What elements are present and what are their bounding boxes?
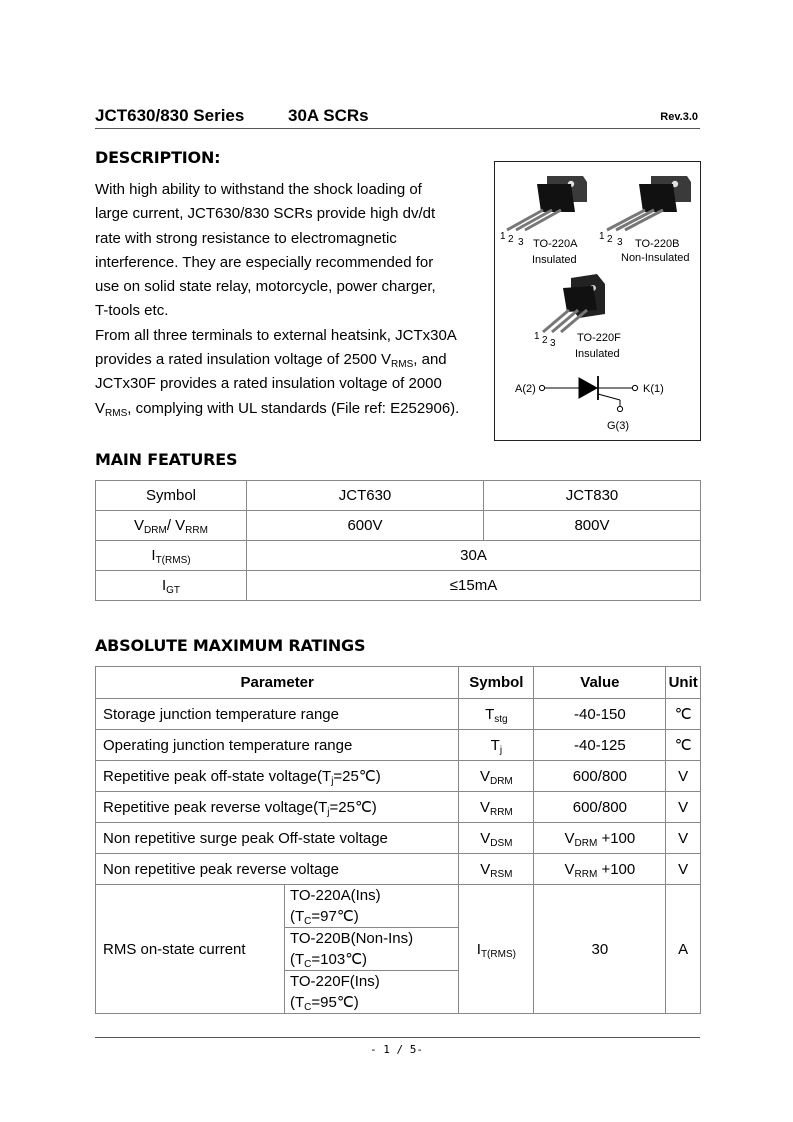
unit-cell: A bbox=[666, 885, 701, 1014]
cathode-label: K(1) bbox=[643, 383, 664, 395]
desc-line: rate with strong resistance to electromagnetic bbox=[95, 229, 397, 247]
desc-line: JCTx30F provides a rated insulation voltage of 2000 bbox=[95, 375, 442, 393]
symbol-cell: $V_{DRM}$ bbox=[459, 761, 534, 792]
desc-line: provides a rated insulation voltage of 2500 $V_{RMS}$, and bbox=[95, 351, 447, 371]
desc-line: From all three terminals to external heatsink, JCTx30A bbox=[95, 326, 457, 344]
table-row bbox=[96, 541, 701, 571]
symbol-cell: $I_{GT}$ bbox=[96, 571, 247, 601]
table-header-cell: Symbol bbox=[96, 481, 247, 511]
table-row bbox=[96, 511, 701, 541]
ratings-heading: ABSOLUTE MAXIMUM RATINGS bbox=[95, 636, 366, 655]
table-header-cell: Unit bbox=[666, 667, 701, 699]
page-number: - 1 / 5- bbox=[370, 1043, 423, 1056]
page-header bbox=[95, 104, 700, 129]
value-cell: 600/800 bbox=[534, 792, 666, 823]
table-row bbox=[96, 667, 701, 699]
table-row bbox=[96, 761, 701, 792]
value-cell: -40-150 bbox=[534, 699, 666, 730]
description-heading: DESCRIPTION: bbox=[95, 148, 221, 167]
unit-cell: V bbox=[666, 792, 701, 823]
unit-cell: ℃ bbox=[666, 699, 701, 730]
table-header-cell: JCT830 bbox=[484, 481, 701, 511]
table-row bbox=[96, 571, 701, 601]
symbol-cell: $T_j$ bbox=[459, 730, 534, 761]
desc-line: $V_{RMS}$, complying with UL standards (File ref: E252906). bbox=[95, 399, 460, 419]
value-cell: 600/800 bbox=[534, 761, 666, 792]
pin-label: 2 bbox=[542, 335, 548, 346]
symbol-cell: $V_{RRM}$ bbox=[459, 792, 534, 823]
product-title: 30A SCRs bbox=[288, 106, 369, 125]
table-row bbox=[96, 854, 701, 885]
desc-line: With high ability to withstand the shock loading of bbox=[95, 181, 422, 198]
pin-label: 3 bbox=[518, 237, 524, 248]
to220a-package-image bbox=[507, 176, 587, 230]
ratings-table bbox=[95, 666, 701, 1014]
symbol-cell: $I_{T(RMS)}$ bbox=[96, 541, 247, 571]
pin-label: 1 bbox=[500, 231, 506, 242]
to220a-name: TO-220A bbox=[533, 238, 578, 250]
desc-line: large current, JCT630/830 SCRs provide high dv/dt bbox=[95, 205, 436, 223]
anode-label: A(2) bbox=[515, 383, 536, 395]
desc-line: use on solid state relay, motorcycle, power charger, bbox=[95, 278, 436, 296]
scr-symbol bbox=[539, 376, 637, 412]
table-row bbox=[96, 792, 701, 823]
unit-cell: ℃ bbox=[666, 730, 701, 761]
param-cell: Storage junction temperature range bbox=[96, 699, 459, 730]
package-figure bbox=[494, 161, 701, 441]
to220b-type: Non-Insulated bbox=[621, 252, 690, 264]
param-cell: Repetitive peak reverse $voltage(T_j=25℃)$ bbox=[96, 792, 459, 823]
gate-label: G(3) bbox=[607, 420, 629, 432]
param-cell: Non repetitive surge peak Off-state voltage bbox=[96, 823, 459, 854]
table-header-cell: Value bbox=[534, 667, 666, 699]
value-cell: ≤15mA bbox=[247, 571, 701, 601]
pin-label: 2 bbox=[607, 234, 613, 245]
unit-cell: V bbox=[666, 854, 701, 885]
desc-line: interference. They are especially recommended for bbox=[95, 253, 434, 271]
to220f-package-image bbox=[543, 274, 605, 332]
table-row bbox=[96, 699, 701, 730]
table-row bbox=[96, 730, 701, 761]
table-row bbox=[96, 823, 701, 854]
pin-label: 3 bbox=[550, 338, 556, 349]
table-row bbox=[96, 481, 701, 511]
value-cell: -40-125 bbox=[534, 730, 666, 761]
param-cell: Operating junction temperature range bbox=[96, 730, 459, 761]
desc-line: T-tools etc. bbox=[95, 302, 169, 320]
symbol-cell: $V_{DSM}$ bbox=[459, 823, 534, 854]
value-cell: $V_{DRM} +100$ bbox=[534, 823, 666, 854]
param-cell: Repetitive peak off-state $voltage(T_j=25℃)$ bbox=[96, 761, 459, 792]
main-features-table bbox=[95, 480, 701, 601]
package-condition-cell: TO-220A(Ins) $(T_C=97℃)$ bbox=[285, 885, 459, 928]
symbol-cell: $V_{RSM}$ bbox=[459, 854, 534, 885]
package-condition-cell: TO-220B(Non-Ins) $(T_C=103℃)$ bbox=[285, 928, 459, 971]
to220f-name: TO-220F bbox=[577, 332, 621, 344]
table-header-cell: Symbol bbox=[459, 667, 534, 699]
table-header-cell: Parameter bbox=[96, 667, 459, 699]
main-features-heading: MAIN FEATURES bbox=[95, 450, 238, 469]
table-header-cell: JCT630 bbox=[247, 481, 484, 511]
to220a-type: Insulated bbox=[532, 254, 577, 266]
package-condition-cell: TO-220F(Ins) $(T_C=95℃)$ bbox=[285, 971, 459, 1014]
to220f-type: Insulated bbox=[575, 348, 620, 360]
footer-rule bbox=[95, 1037, 700, 1038]
value-cell: 30A bbox=[247, 541, 701, 571]
pin-label: 2 bbox=[508, 234, 514, 245]
table-row bbox=[96, 885, 701, 928]
unit-cell: V bbox=[666, 761, 701, 792]
description-text bbox=[95, 178, 487, 421]
to220b-package-image bbox=[607, 176, 691, 230]
to220b-name: TO-220B bbox=[635, 238, 680, 250]
pin-label: 3 bbox=[617, 237, 623, 248]
revision-label: Rev.3.0 bbox=[660, 111, 698, 123]
value-cell: 600V bbox=[247, 511, 484, 541]
value-cell: 800V bbox=[484, 511, 701, 541]
param-cell: RMS on-state current bbox=[96, 885, 285, 1014]
value-cell: $V_{RRM} +100$ bbox=[534, 854, 666, 885]
symbol-cell: $I_{T(RMS)}$ bbox=[459, 885, 534, 1014]
symbol-cell: $V_{DRM}/$ $V_{RRM}$ bbox=[96, 511, 247, 541]
symbol-cell: $T_{stg}$ bbox=[459, 699, 534, 730]
series-title: JCT630/830 Series bbox=[95, 106, 245, 125]
param-cell: Non repetitive peak reverse voltage bbox=[96, 854, 459, 885]
unit-cell: V bbox=[666, 823, 701, 854]
value-cell: 30 bbox=[534, 885, 666, 1014]
pin-label: 1 bbox=[534, 331, 540, 342]
pin-label: 1 bbox=[599, 231, 605, 242]
